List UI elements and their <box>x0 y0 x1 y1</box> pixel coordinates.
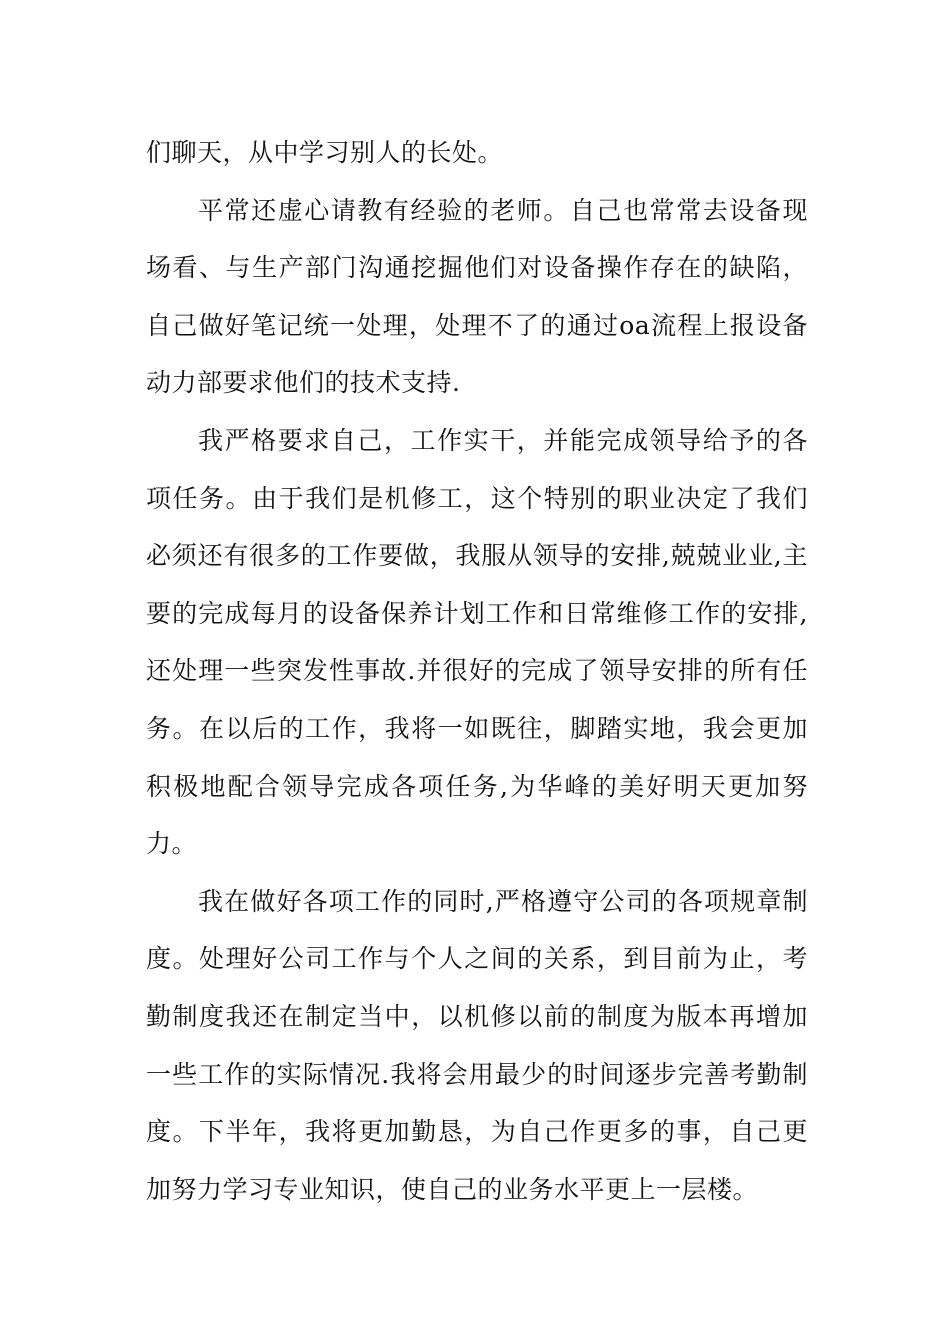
paragraph-2: 平常还虚心请教有经验的老师。自己也常常去设备现场看、与生产部门沟通挖掘他们对设备操作存在的缺陷，自己做好笔记统一处理，处理不了的通过oa流程上报设备动力部要求他们的技术支持. <box>146 195 808 398</box>
paragraph-3: 我严格要求自己，工作实干，并能完成领导给予的各项任务。由于我们是机修工，这个特别的职业决定了我们必须还有很多的工作要做，我服从领导的安排,兢兢业业,主要的完成每月的设备保养计划工作和日常维修工作的安排,还处理一些突发性事故.并很好的完成了领导安排的所有任务。在以后的工作，我将一如既往，脚踏实地，我会更加积极地配合领导完成各项任务,为华峰的美好明天更加努力。 <box>146 425 808 859</box>
paragraph-1: 们聊天，从中学习别人的长处。 <box>146 138 504 167</box>
document-body <box>146 124 808 1218</box>
paragraph-4: 我在做好各项工作的同时,严格遵守公司的各项规章制度。处理好公司工作与个人之间的关系，到目前为止，考勤制度我还在制定当中，以机修以前的制度为版本再增加一些工作的实际情况.我将会用最少的时间逐步完善考勤制度。下半年，我将更加勤恳，为自己作更多的事，自己更加努力学习专业知识，使自己的业务水平更上一层楼。 <box>146 886 808 1204</box>
